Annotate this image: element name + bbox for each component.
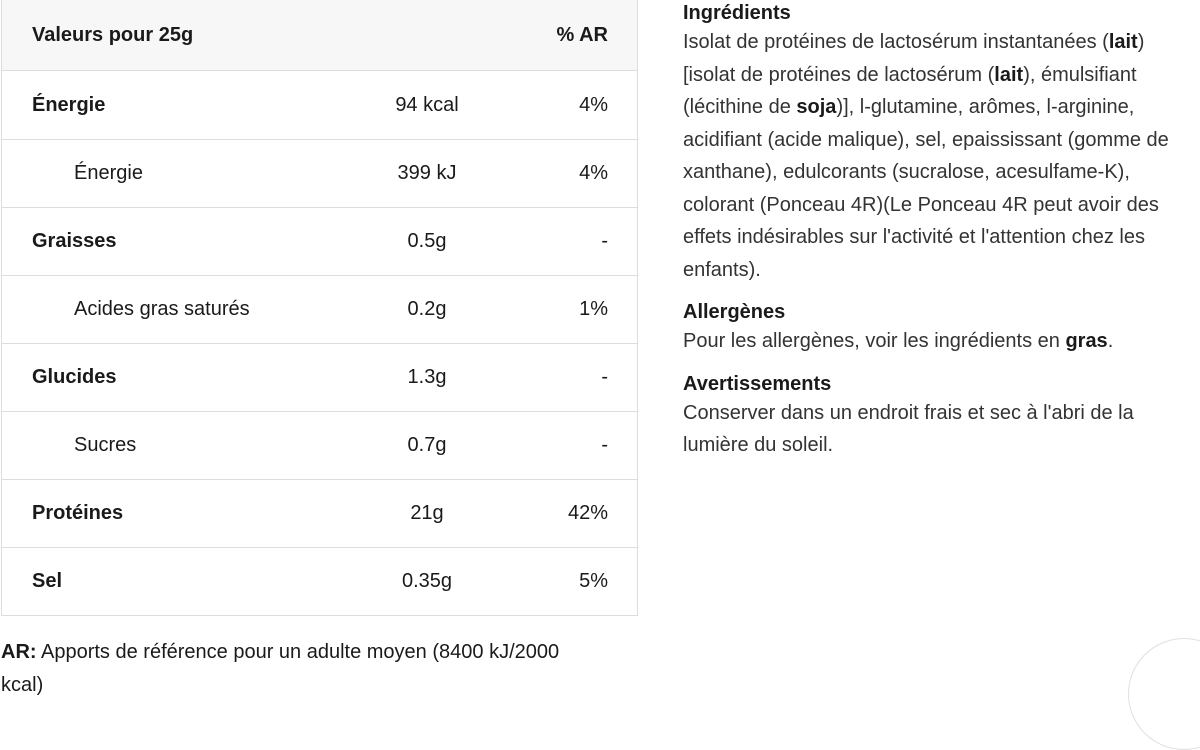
table-row <box>2 139 637 207</box>
footnote <box>1 636 581 702</box>
table-row <box>2 207 637 275</box>
warnings-section <box>683 371 1193 462</box>
floating-button[interactable] <box>1128 638 1200 750</box>
allergens-section <box>683 299 1193 358</box>
footnote-text: Apports de référence pour un adulte moyen (8400 kJ/2000 kcal) <box>1 641 560 696</box>
allergens-bold-word: gras <box>1065 330 1108 352</box>
nutrient-name: Sel <box>32 570 63 592</box>
ingredients-segment: ), émulsifiant (lécithine de <box>683 63 1137 118</box>
table-row <box>2 71 637 139</box>
nutrition-table <box>1 0 638 616</box>
nutrient-name: Acides gras saturés <box>74 298 250 320</box>
header-ar: % AR <box>556 23 608 46</box>
ingredients-segment: )], l-glutamine, arômes, l-arginine, acidifiant (acide malique), sel, epaississant (gomme de xanthane), edulcorants (sucralose, acesulfame-K), colorant (Ponceau 4R)(Le Ponceau 4R peut avoir des effets indésirables sur l'activité et l'attention chez les enfants). <box>683 96 1169 281</box>
nutrient-ar: - <box>601 434 608 456</box>
nutrient-value: 399 kJ <box>397 162 457 184</box>
ingredients-title: Ingrédients <box>683 2 791 24</box>
allergen-word: soja <box>796 96 837 118</box>
warnings-text: Conserver dans un endroit frais et sec à l'abri de la lumière du soleil. <box>683 401 1134 456</box>
allergen-word: lait <box>1108 31 1138 53</box>
nutrient-ar: 4% <box>579 162 608 184</box>
warnings-title: Avertissements <box>683 372 832 395</box>
nutrient-ar: 4% <box>579 93 608 116</box>
ingredients-segment: )[isolat de protéines de lactosérum ( <box>683 31 1145 86</box>
nutrient-value: 21g <box>410 502 444 524</box>
allergens-text-before: Pour les allergènes, voir les ingrédients en <box>683 330 1066 352</box>
allergen-word: lait <box>994 63 1024 86</box>
table-header-row <box>2 0 637 71</box>
table-row <box>2 343 637 411</box>
ingredients-segment: Isolat de protéines de lactosérum instantanées ( <box>683 31 1109 53</box>
nutrient-name: Protéines <box>32 502 124 524</box>
table-body <box>2 71 637 615</box>
nutrient-ar: 1% <box>579 298 608 320</box>
footnote-label: AR: <box>1 641 37 663</box>
ingredients-text <box>683 26 1193 286</box>
nutrient-value: 0.2g <box>407 298 447 320</box>
header-label: Valeurs pour 25g <box>32 23 194 46</box>
table-row <box>2 411 637 479</box>
nutrient-value: 94 kcal <box>395 93 459 116</box>
table-row <box>2 275 637 343</box>
nutrient-ar: - <box>601 366 608 388</box>
nutrient-name: Sucres <box>74 434 137 456</box>
nutrient-ar: 5% <box>579 570 608 592</box>
allergens-title: Allergènes <box>683 301 786 323</box>
table-row <box>2 479 637 547</box>
nutrient-name: Énergie <box>32 93 106 116</box>
ingredients-section <box>683 0 1193 286</box>
nutrient-value: 0.5g <box>407 230 447 252</box>
nutrient-ar: 42% <box>567 502 608 524</box>
product-info <box>683 0 1193 462</box>
nutrient-name: Glucides <box>32 366 117 388</box>
allergens-text <box>683 325 1193 358</box>
nutrient-value: 0.7g <box>407 434 447 456</box>
nutrient-value: 0.35g <box>401 570 453 592</box>
allergens-text-after: . <box>1107 330 1114 352</box>
nutrient-name: Énergie <box>74 162 143 184</box>
nutrient-name: Graisses <box>32 230 117 252</box>
table-row <box>2 547 637 615</box>
nutrient-value: 1.3g <box>407 366 447 388</box>
nutrient-ar: - <box>601 230 608 252</box>
